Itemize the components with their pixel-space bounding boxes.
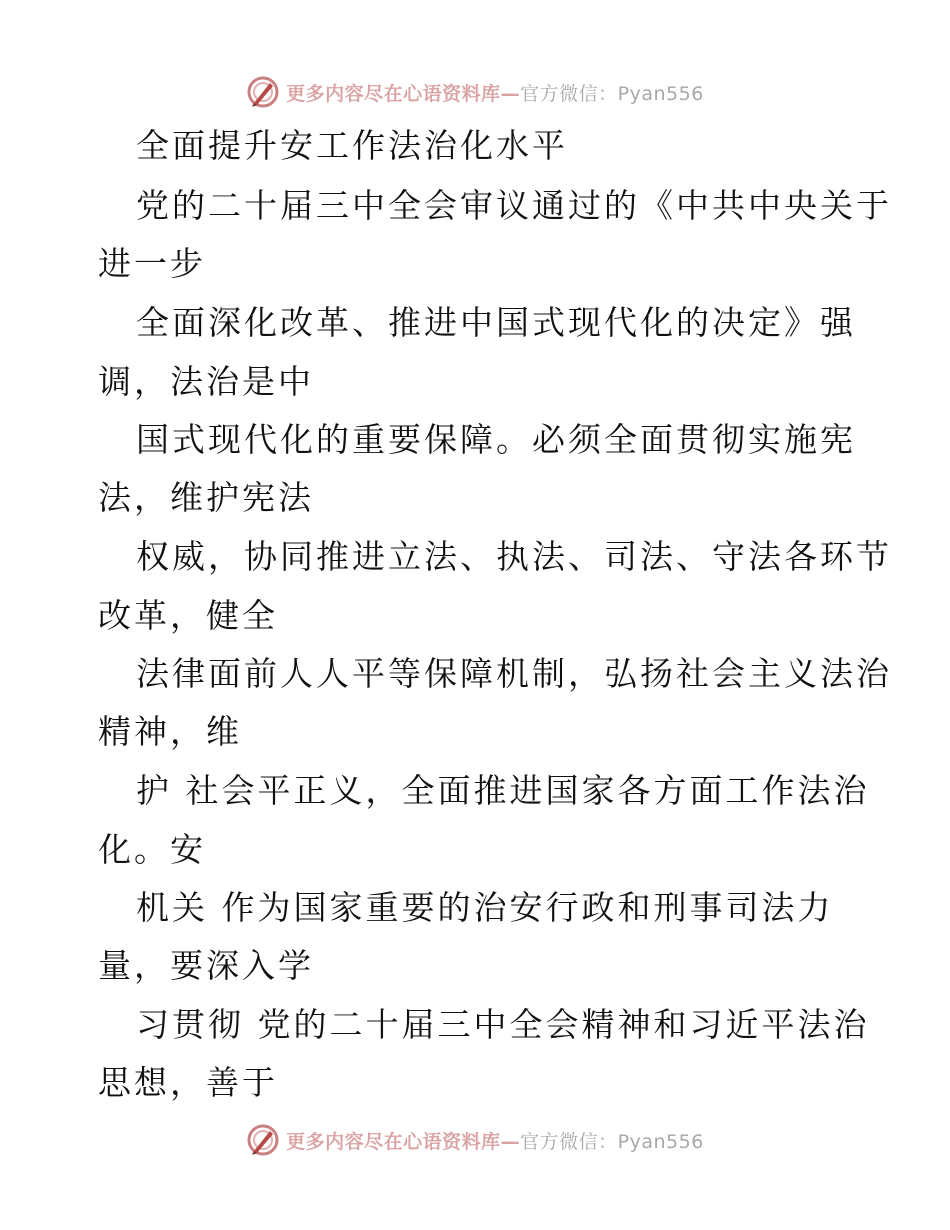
text-line: 改革，健全 [98,596,278,635]
text-line: 量，要深入学 [98,946,314,985]
text-line: 思想，善于 [98,1063,278,1102]
header-watermark [0,72,950,112]
text-line: 化。安 [98,830,206,869]
document-title: 全面提升安工作法治化水平 [136,126,568,165]
text-line: 党的二十届三中全会审议通过的《中共中央关于 [136,186,892,225]
text-line: 国式现代化的重要保障。必须全面贯彻实施宪 [136,420,856,459]
watermark-text: 更多内容尽在心语资料库—官方微信：Pyan556 [286,82,704,105]
text-line: 机关 作为国家重要的治安行政和刑事司法力 [136,888,834,927]
text-line: 调，法治是中 [98,362,314,401]
text-line: 权威，协同推进立法、执法、司法、守法各环节 [136,537,892,576]
watermark-text: 更多内容尽在心语资料库—官方微信：Pyan556 [286,1130,704,1153]
pen-logo-icon [246,75,280,109]
text-line: 法，维护宪法 [98,478,314,517]
text-line: 进一步 [98,244,206,283]
text-line: 习贯彻 党的二十届三中全会精神和习近平法治 [136,1005,870,1044]
text-line: 全面深化改革、推进中国式现代化的决定》强 [136,303,856,342]
footer-watermark [0,1120,950,1160]
text-line: 精神，维 [98,712,242,751]
text-line: 护 社会平正义，全面推进国家各方面工作法治 [136,771,870,810]
pen-logo-icon [246,1123,280,1157]
text-line: 法律面前人人平等保障机制，弘扬社会主义法治 [136,654,892,693]
